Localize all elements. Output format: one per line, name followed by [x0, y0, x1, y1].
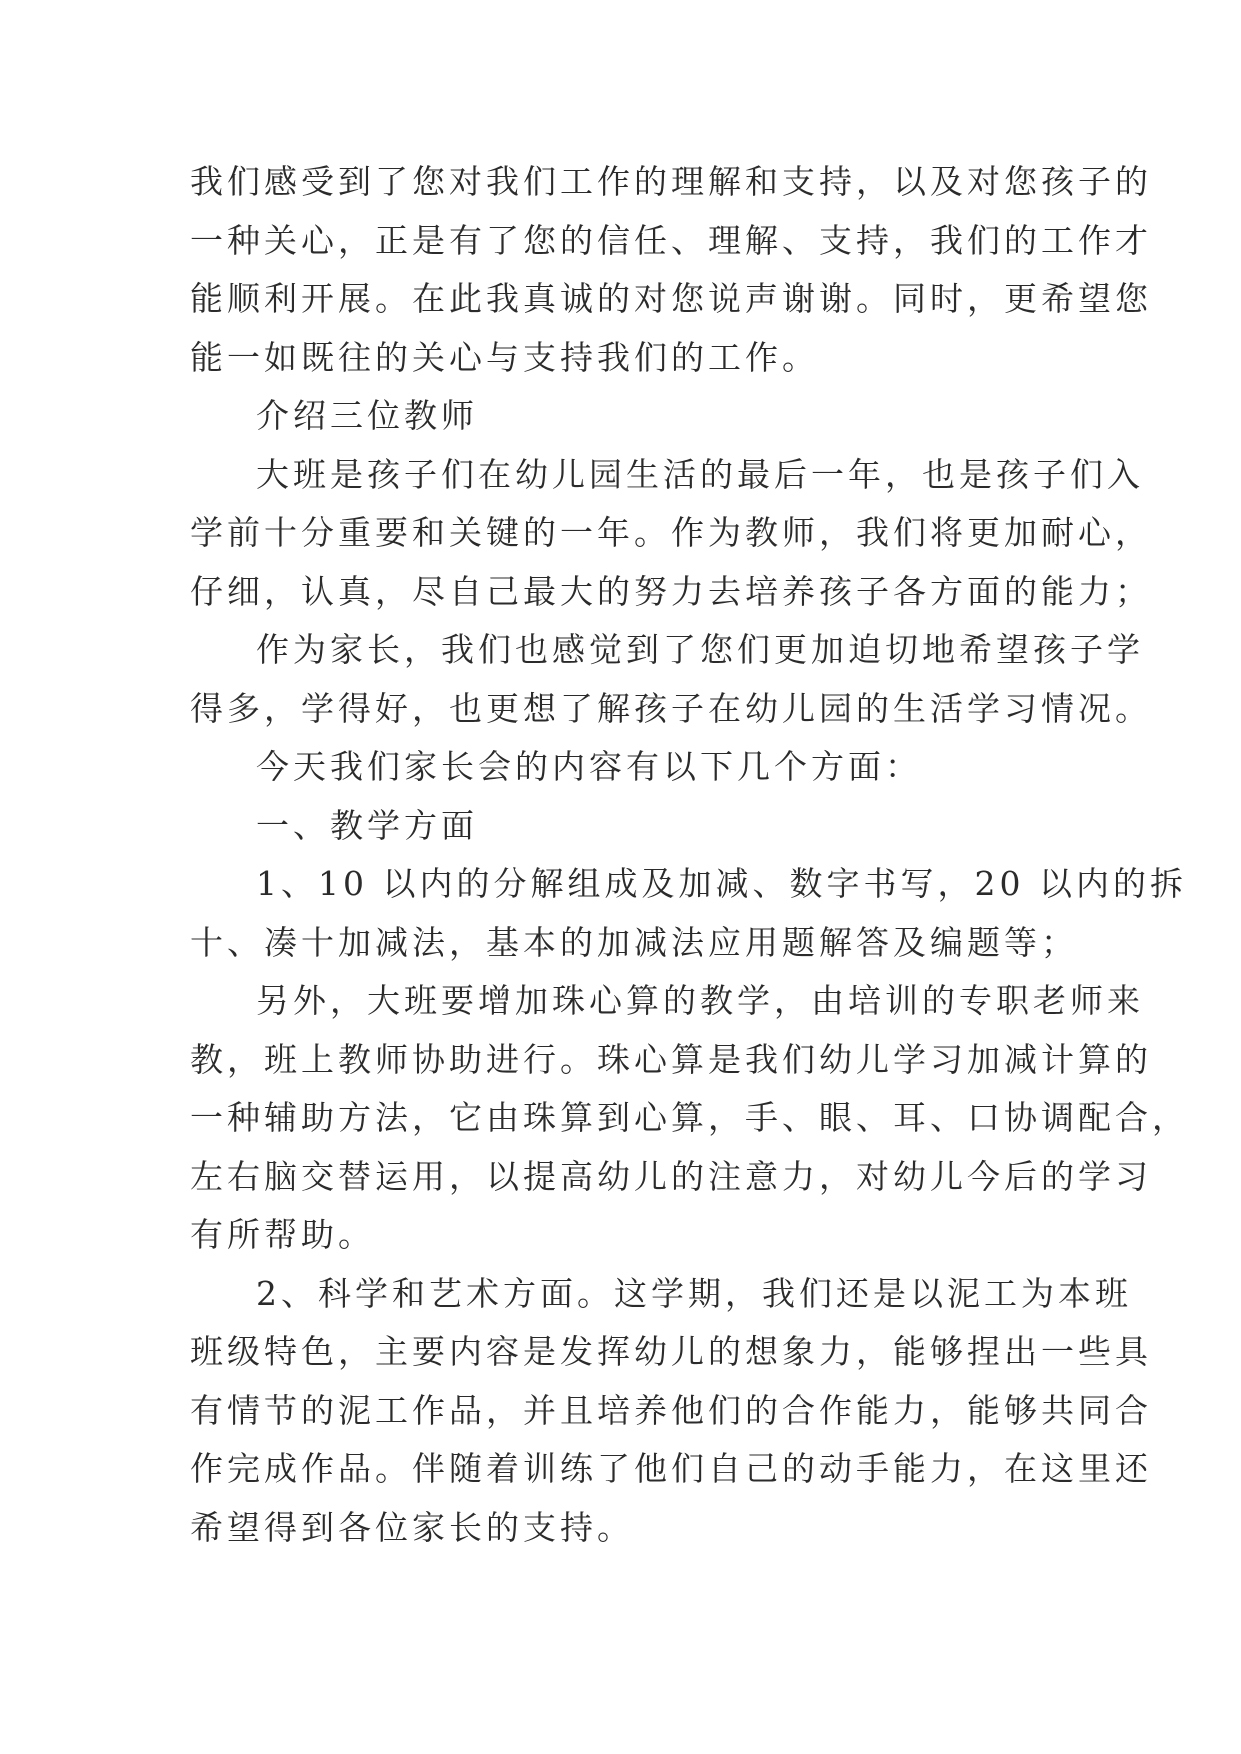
text-line: 能一如既往的关心与支持我们的工作。: [190, 337, 819, 377]
text-line: 作为家长，我们也感觉到了您们更加迫切地希望孩子学: [256, 630, 1144, 669]
document-body: [190, 153, 1189, 1557]
text-line: 能顺利开展。在此我真诚的对您说声谢谢。同时，更希望您: [190, 279, 1152, 318]
text-line: 我们感受到了您对我们工作的理解和支持，以及对您孩子的: [190, 162, 1152, 201]
text-line: 今天我们家长会的内容有以下几个方面：: [256, 747, 922, 786]
text-line: 另外，大班要增加珠心算的教学，由培训的专职老师来: [256, 981, 1144, 1020]
text-line: 十、凑十加减法，基本的加减法应用题解答及编题等；: [190, 922, 1078, 962]
text-line: 左右脑交替运用，以提高幼儿的注意力，对幼儿今后的学习: [190, 1156, 1152, 1196]
text-line: 有所帮助。: [190, 1215, 375, 1254]
text-line: 2、科学和艺术方面。这学期，我们还是以泥工为本班: [256, 1273, 1132, 1313]
text-line: 希望得到各位家长的支持。: [190, 1507, 634, 1547]
text-line: 一种关心，正是有了您的信任、理解、支持，我们的工作才: [190, 220, 1152, 260]
text-line: 一种辅助方法，它由珠算到心算，手、眼、耳、口协调配合，: [190, 1098, 1189, 1137]
text-line: 教，班上教师协助进行。珠心算是我们幼儿学习加减计算的: [190, 1039, 1152, 1079]
text-line: 班级特色，主要内容是发挥幼儿的想象力，能够捏出一些具: [190, 1332, 1152, 1371]
text-line: 1、10 以内的分解组成及加减、数字书写，20 以内的拆: [256, 864, 1187, 903]
text-line: 有情节的泥工作品，并且培养他们的合作能力，能够共同合: [190, 1390, 1152, 1430]
text-line: 得多，学得好，也更想了解孩子在幼儿园的生活学习情况。: [190, 688, 1152, 728]
text-line: 作完成作品。伴随着训练了他们自己的动手能力，在这里还: [190, 1449, 1152, 1488]
text-line: 大班是孩子们在幼儿园生活的最后一年，也是孩子们入: [256, 454, 1144, 494]
text-line: 学前十分重要和关键的一年。作为教师，我们将更加耐心，: [190, 513, 1152, 552]
text-line: 仔细，认真，尽自己最大的努力去培养孩子各方面的能力；: [190, 571, 1152, 611]
text-line: 介绍三位教师: [256, 396, 478, 435]
text-line: 一、教学方面: [256, 805, 478, 845]
